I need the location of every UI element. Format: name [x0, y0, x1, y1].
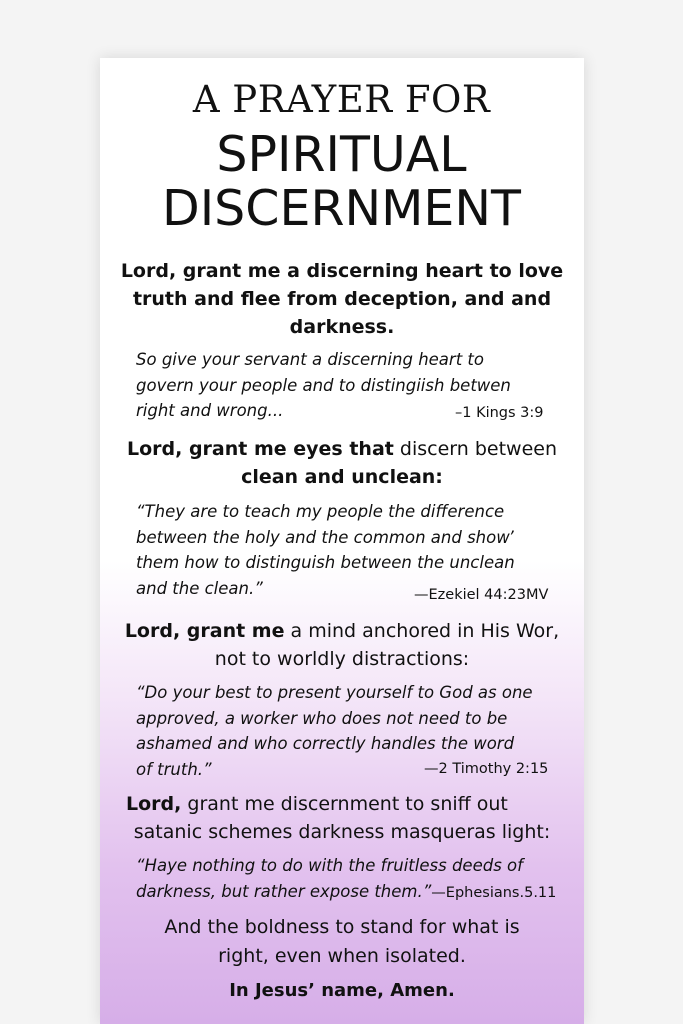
amen-line: In Jesus’ name, Amen. [229, 980, 455, 1001]
heading-3-line-1 [112, 617, 572, 645]
quote-2-line-1: “They are to teach my people the difference [136, 502, 505, 521]
heading-4-line-1 [104, 790, 580, 818]
title-line-3: DISCERNMENT [162, 180, 521, 237]
scripture-reference-4: —Ephesians.5.11 [431, 884, 557, 901]
heading-4-bold-text: Lord, [126, 793, 182, 815]
scripture-reference-3: —2 Timothy 2:15 [424, 761, 549, 777]
quote-3-line-1: “Do your best to present yourself to God as one [136, 683, 533, 702]
heading-2-line-1 [112, 435, 572, 463]
quote-3-line-2: approved, a worker who does not need to be [136, 708, 508, 728]
scripture-reference-2: —Ezekiel 44:23MV [414, 587, 549, 603]
heading-2-light-text: discern between [393, 438, 557, 460]
quote-2-line-4: and the clean.” [136, 578, 263, 598]
closing-prayer [112, 913, 572, 971]
quote-1-line-2: govern your people and to distingiish betwen [136, 375, 511, 395]
prayer-heading-3 [112, 617, 572, 673]
scripture-quote-4 [136, 853, 566, 906]
closing-line-2: right, even when isolated. [218, 945, 466, 967]
title-line-1: A PRAYER FOR [192, 78, 491, 121]
heading-2-line-2: clean and unclean: [241, 466, 443, 488]
closing-line-1: And the boldness to stand for what is [164, 916, 520, 938]
heading-3-light-text: a mind anchored in His Wor, [284, 620, 560, 642]
quote-3-line-3: ashamed and who correctly handles the word [136, 734, 515, 753]
quote-2-line-3: them how to distinguish between the unclean [136, 553, 515, 572]
quote-4-line-1: “Haye nothing to do with the fruitless deeds of [136, 856, 523, 875]
prayer-heading-1 [112, 257, 572, 341]
scripture-quote-2 [136, 499, 566, 601]
quote-4-line-2 [136, 879, 566, 907]
heading-1-line-1: Lord, grant me a discerning heart to love [120, 260, 564, 282]
heading-4-line-2: satanic schemes darkness masqueras light: [133, 821, 551, 843]
heading-3-bold-text: Lord, grant me [124, 620, 285, 642]
heading-2-bold-text: Lord, grant me eyes that [126, 438, 394, 460]
quote-2-line-2: between the holy and the common and showʼ [136, 527, 515, 547]
prayer-heading-2 [112, 435, 572, 491]
quote-1-line-1: So give your servant a discerning heart to [136, 350, 484, 369]
heading-1-line-2: truth and flee from deception, and and [132, 288, 552, 310]
scripture-reference-1: –1 Kings 3:9 [455, 405, 544, 421]
quote-4-line-2-text: darkness, but rather expose them.” [136, 881, 432, 901]
quote-1-line-3: right and wrong... [136, 401, 284, 420]
heading-1-line-3: darkness. [289, 316, 395, 338]
heading-3-line-2: not to worldly distractions: [214, 648, 470, 670]
prayer-heading-4 [104, 790, 580, 846]
title-line-2: SPIRITUAL [216, 126, 467, 183]
heading-4-light-text: grant me discernment to sniff out [181, 793, 508, 815]
quote-3-line-4: of truth.” [136, 759, 212, 779]
